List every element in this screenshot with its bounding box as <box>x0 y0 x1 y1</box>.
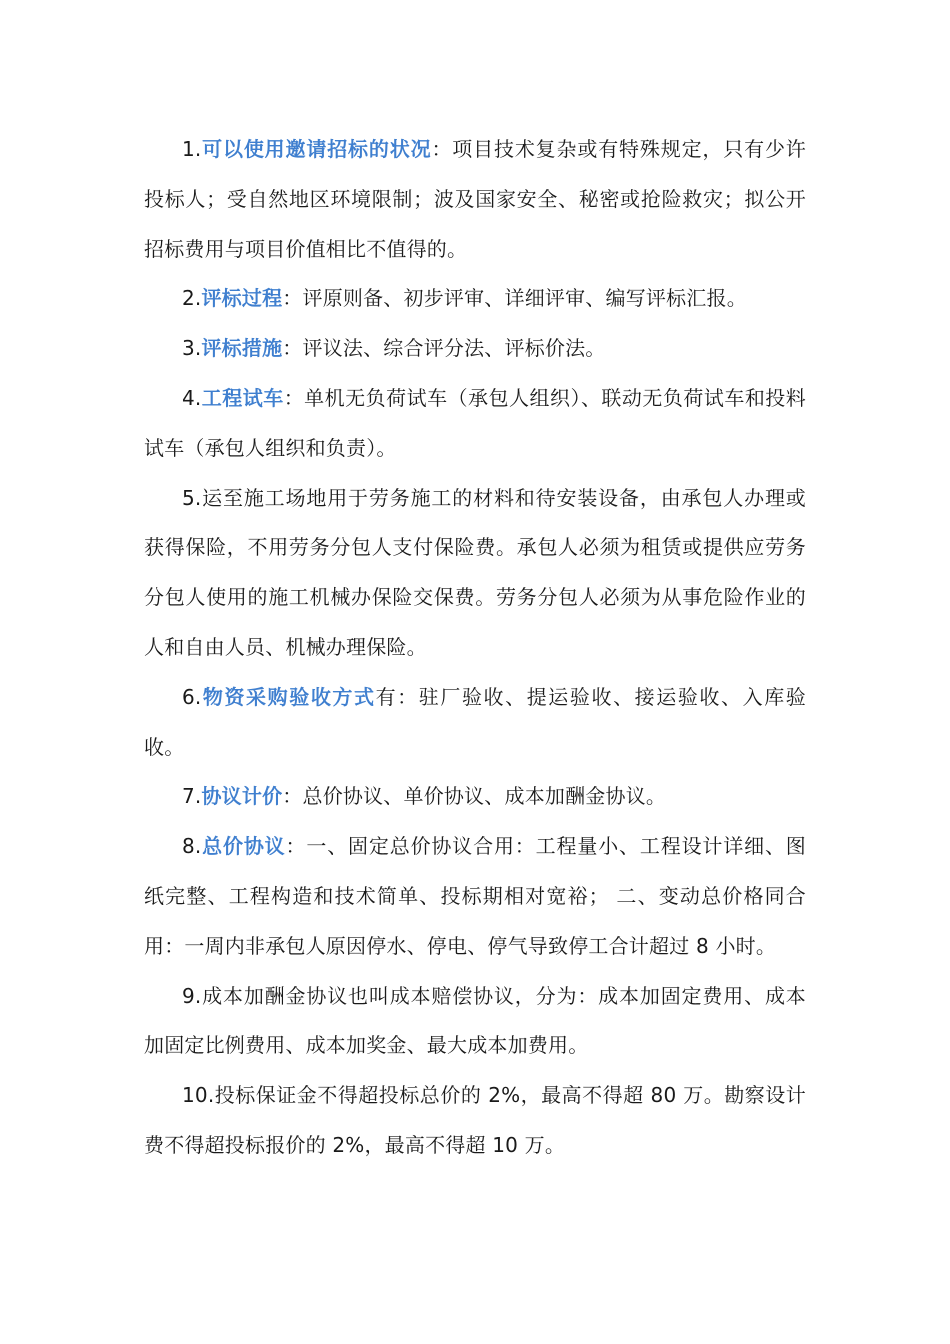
paragraph-6 <box>144 673 806 773</box>
paragraph-10 <box>144 1071 806 1171</box>
paragraph-text: ：一、固定总价协议合用：工程量小、工程设计详细、图纸完整、工程构造和技术简单、投标期相对宽裕； 二、变动总价格同合用：一周内非承包人原因停水、停电、停气导致停工合计超过 8 小时。 <box>144 834 806 958</box>
paragraph-number: 10. <box>182 1083 215 1108</box>
document-body <box>144 125 806 1171</box>
paragraph-7 <box>144 772 806 822</box>
paragraph-8 <box>144 822 806 971</box>
paragraph-number: 3. <box>182 336 202 361</box>
paragraph-number: 9. <box>182 983 202 1008</box>
paragraph-number: 4. <box>182 385 202 410</box>
paragraph-text: 投标保证金不得超投标总价的 2%，最高不得超 80 万。勘察设计费不得超投标报价的 2%，最高不得超 10 万。 <box>144 1083 806 1157</box>
paragraph-text: 成本加酬金协议也叫成本赔偿协议，分为：成本加固定费用、成本加固定比例费用、成本加奖金、最大成本加费用。 <box>144 983 806 1058</box>
highlighted-term: 评标措施 <box>201 336 283 361</box>
paragraph-2 <box>144 274 806 324</box>
paragraph-text: 有：驻厂验收、提运验收、接运验收、入库验收。 <box>144 684 806 759</box>
paragraph-text: ：评原则备、初步评审、详细评审、编写评标汇报。 <box>282 286 747 311</box>
paragraph-3 <box>144 324 806 374</box>
paragraph-4 <box>144 374 806 474</box>
paragraph-number: 2. <box>182 286 202 311</box>
paragraph-5 <box>144 474 806 673</box>
paragraph-number: 1. <box>182 137 202 161</box>
highlighted-term: 可以使用邀请招标的状况 <box>201 137 432 161</box>
paragraph-number: 8. <box>182 834 202 859</box>
paragraph-1 <box>144 125 806 274</box>
paragraph-number: 6. <box>182 684 202 709</box>
highlighted-term: 工程试车 <box>201 385 284 410</box>
paragraph-text: ：单机无负荷试车（承包人组织）、联动无负荷试车和投料试车（承包人组织和负责）。 <box>144 385 806 460</box>
highlighted-term: 物资采购验收方式 <box>201 684 376 709</box>
paragraph-9 <box>144 972 806 1072</box>
paragraph-number: 5. <box>182 485 202 510</box>
paragraph-text: ：总价协议、单价协议、成本加酬金协议。 <box>282 784 667 809</box>
highlighted-term: 协议计价 <box>201 784 283 809</box>
paragraph-text: 运至施工场地用于劳务施工的材料和待安装设备，由承包人办理或获得保险，不用劳务分包人支付保险费。承包人必须为租赁或提供应劳务分包人使用的施工机械办保险交保费。劳务分包人必须为从事危险作业的人和自由人员、机械办理保险。 <box>144 485 806 659</box>
highlighted-term: 总价协议 <box>201 834 286 859</box>
paragraph-number: 7. <box>182 784 202 809</box>
highlighted-term: 评标过程 <box>201 286 283 311</box>
paragraph-text: ：评议法、综合评分法、评标价法。 <box>282 336 606 361</box>
paragraph-text: ：项目技术复杂或有特殊规定，只有少许投标人；受自然地区环境限制；波及国家安全、秘密或抢险救灾；拟公开招标费用与项目价值相比不值得的。 <box>144 137 807 261</box>
